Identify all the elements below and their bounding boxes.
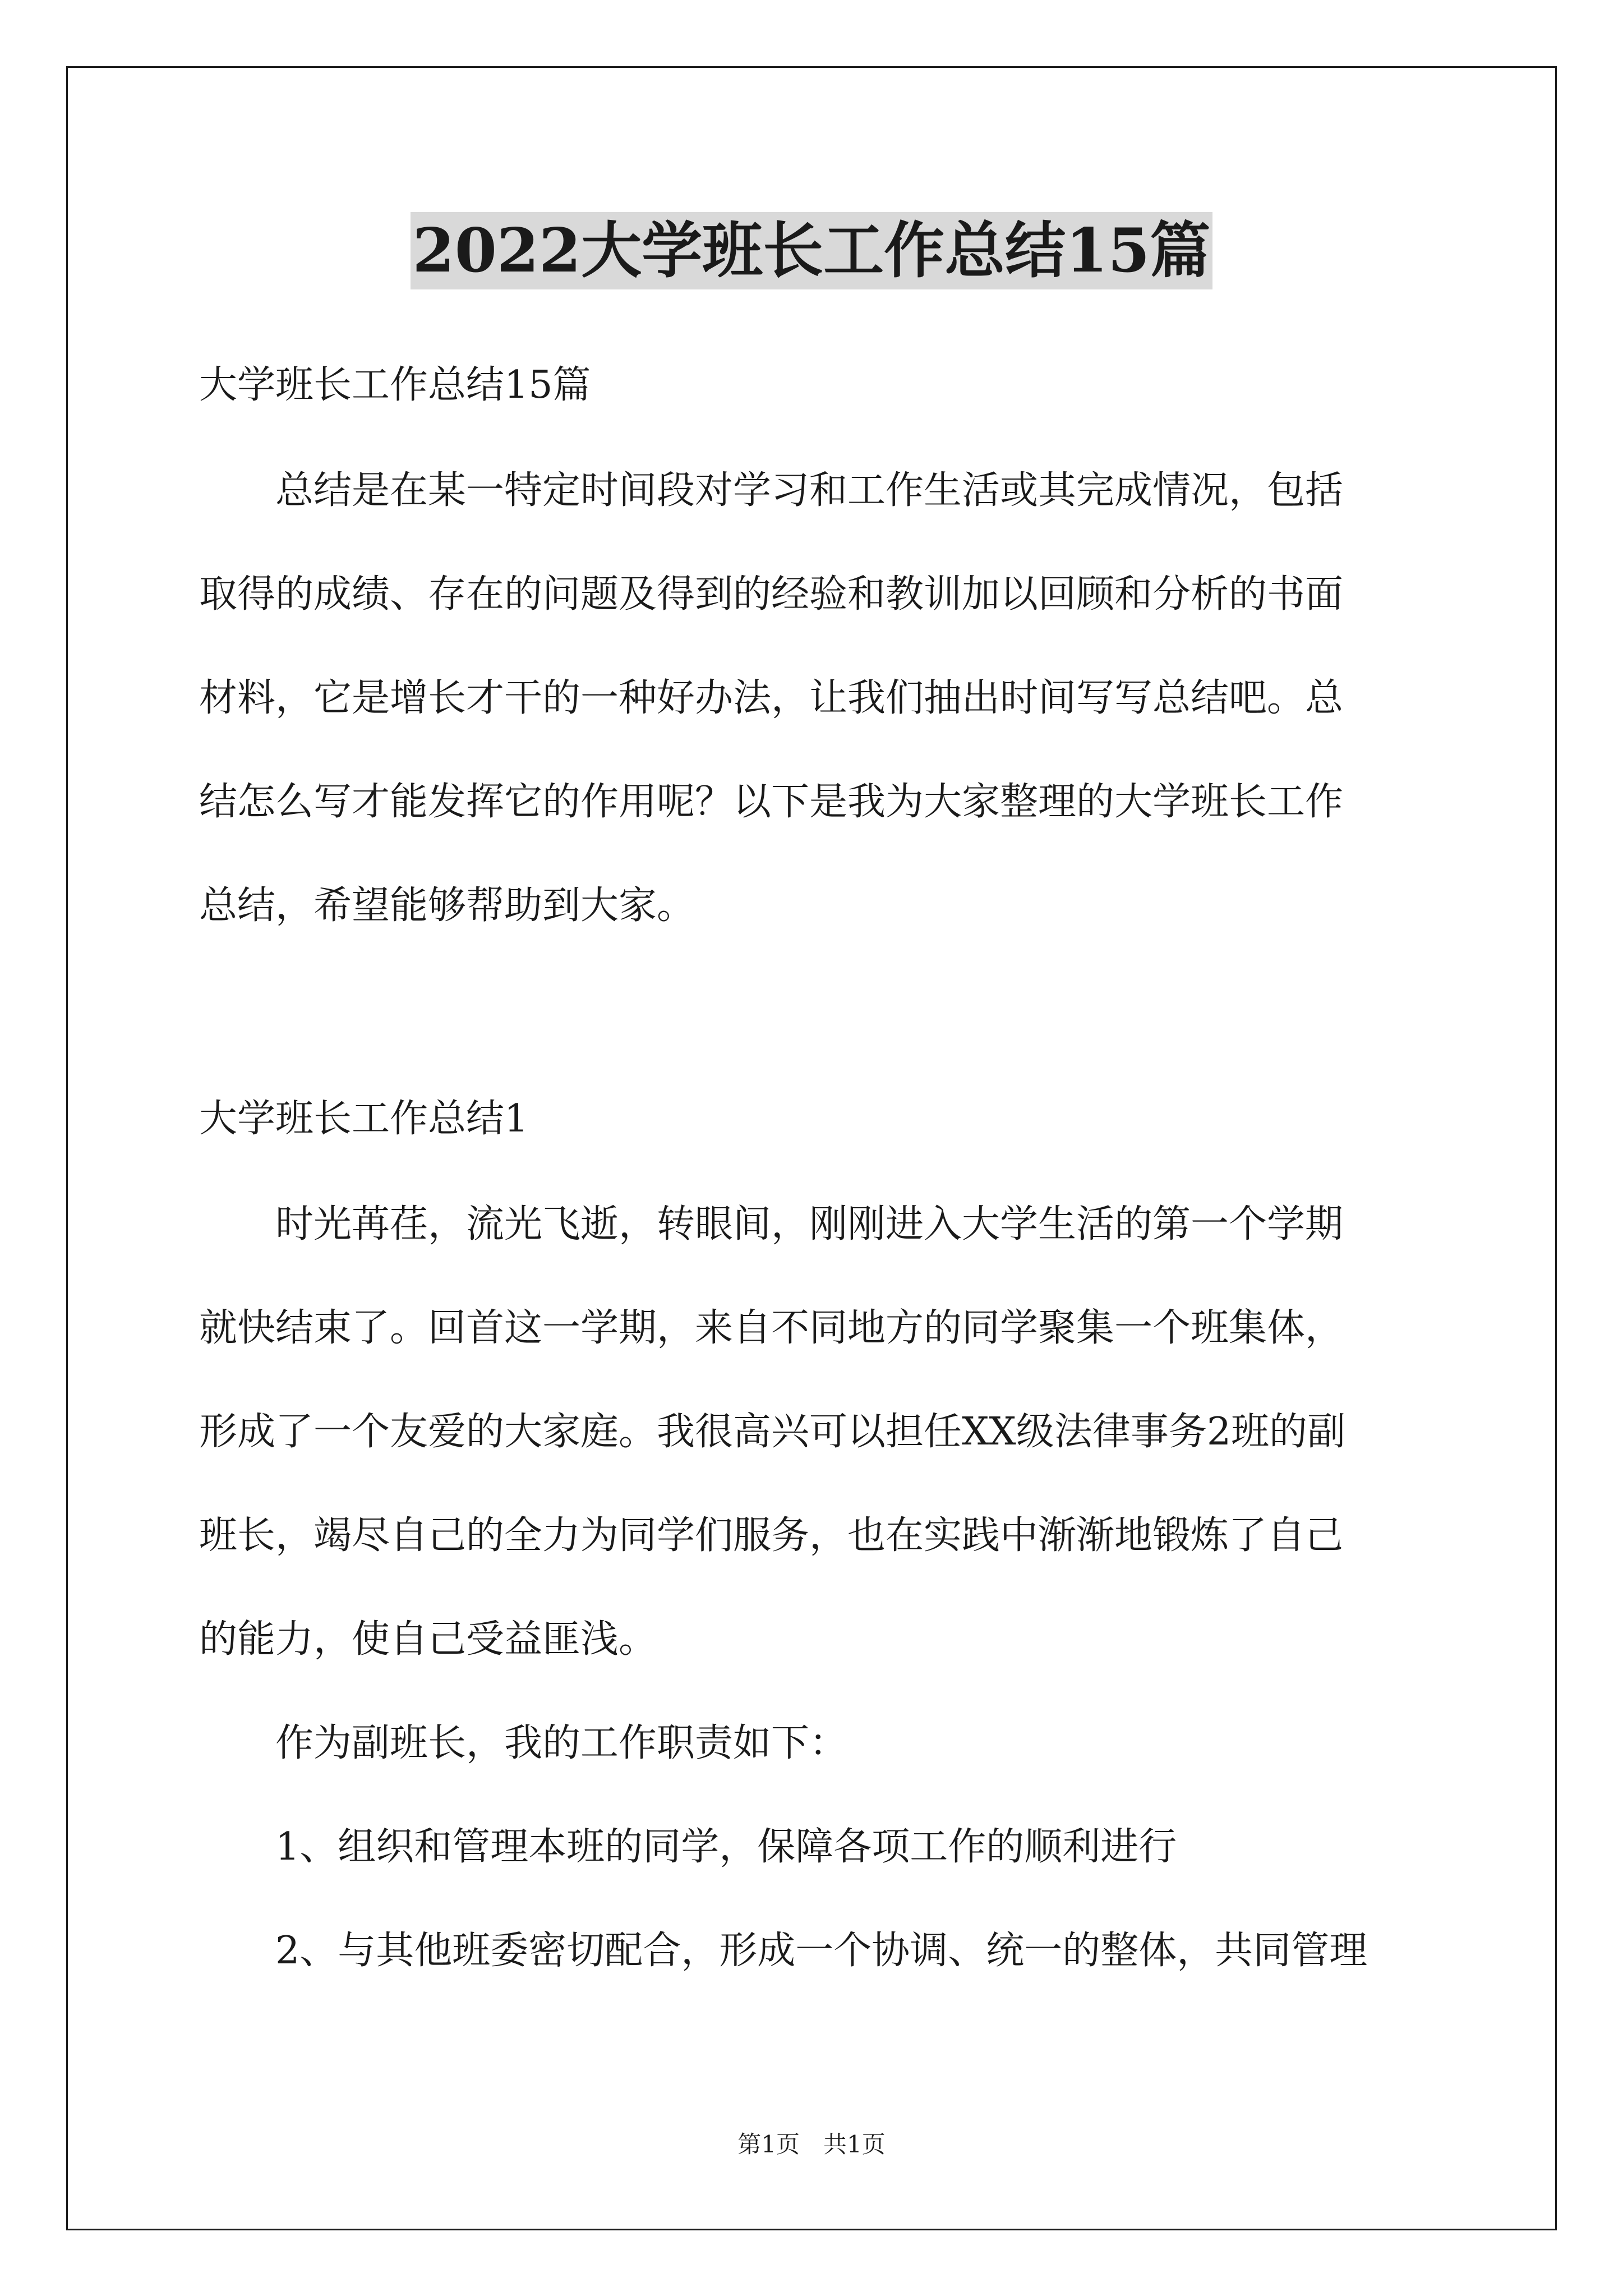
paragraph-line: 班长，竭尽自己的全力为同学们服务，也在实践中渐渐地锻炼了自己 xyxy=(199,1513,1344,1558)
list-item: 2、与其他班委密切配合，形成一个协调、统一的整体，共同管理 xyxy=(199,1929,1368,1973)
paragraph-line: 时光苒荏，流光飞逝，转眼间，刚刚进入大学生活的第一个学期 xyxy=(199,1202,1344,1246)
paragraph-line: 材料，它是增长才干的一种好办法，让我们抽出时间写写总结吧。总 xyxy=(199,676,1344,720)
paragraph-line: 取得的成绩、存在的问题及得到的经验和教训加以回顾和分析的书面 xyxy=(199,572,1344,616)
subtitle-line: 大学班长工作总结15篇 xyxy=(199,363,591,407)
list-item: 1、组织和管理本班的同学，保障各项工作的顺利进行 xyxy=(199,1825,1177,1869)
paragraph-line: 总结，希望能够帮助到大家。 xyxy=(199,884,695,928)
paragraph-line: 作为副班长，我的工作职责如下： xyxy=(199,1721,848,1765)
document-title: 2022大学班长工作总结15篇 xyxy=(0,202,1623,289)
section-heading: 大学班长工作总结1 xyxy=(199,1097,529,1141)
page-footer: 第1页 共1页 xyxy=(737,2131,886,2158)
paragraph-line: 总结是在某一特定时间段对学习和工作生活或其完成情况，包括 xyxy=(199,468,1344,513)
paragraph-line: 的能力，使自己受益匪浅。 xyxy=(199,1617,657,1662)
paragraph-line: 就快结束了。回首这一学期，来自不同地方的同学聚集一个班集体， xyxy=(199,1306,1344,1350)
paragraph-line: 结怎么写才能发挥它的作用呢？以下是我为大家整理的大学班长工作 xyxy=(199,780,1344,824)
paragraph-line: 形成了一个友爱的大家庭。我很高兴可以担任XX级法律事务2班的副 xyxy=(199,1410,1346,1454)
